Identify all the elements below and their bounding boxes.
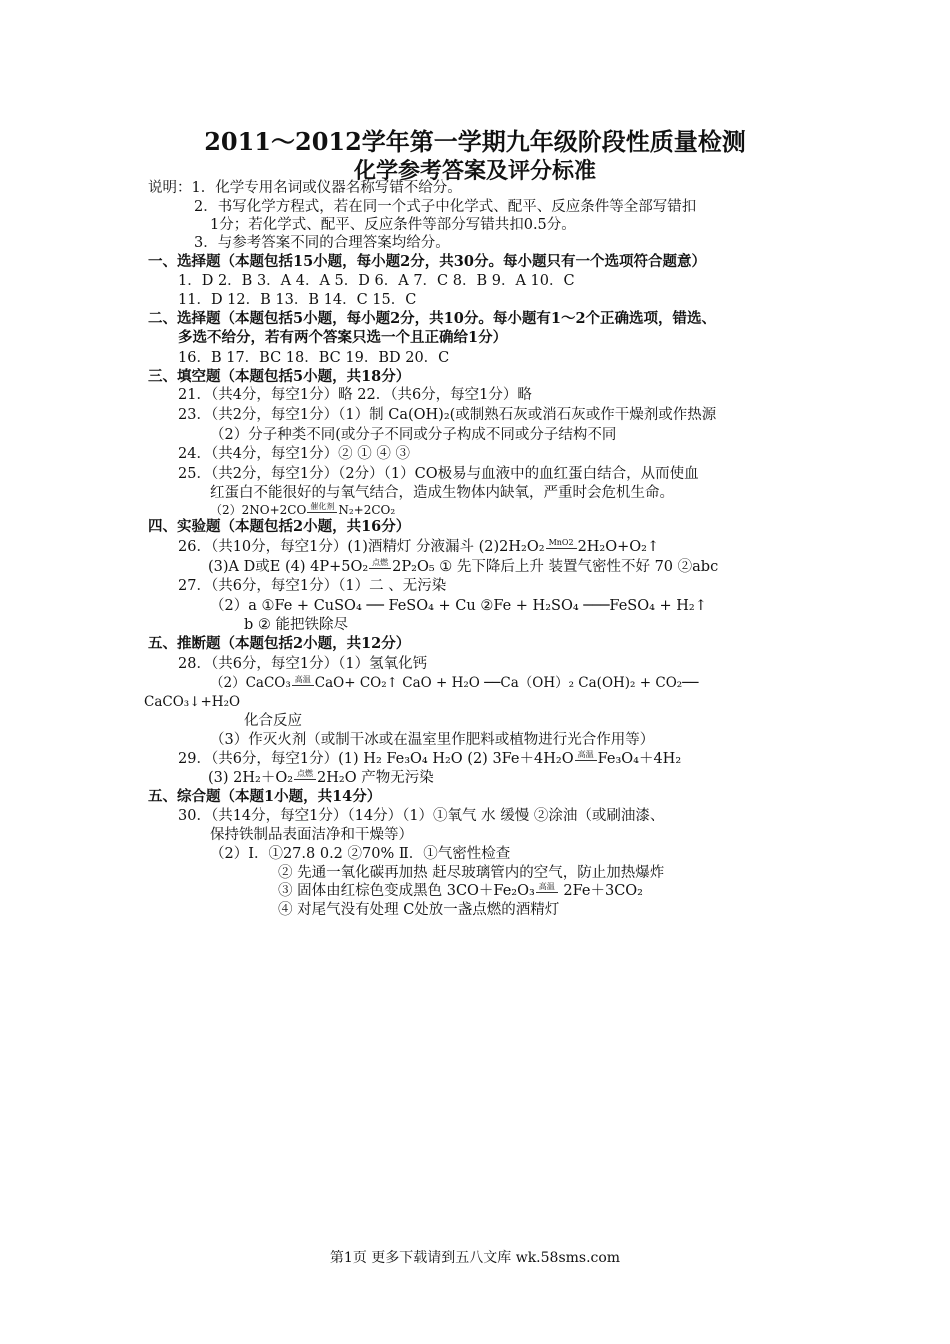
section-2-answers: 16．B 17．BC 18．BC 19．BD 20．C xyxy=(178,350,450,366)
equation-left: (3) 2H₂＋O₂ xyxy=(208,770,294,786)
q28-part2-cont: CaCO₃↓+H₂O xyxy=(144,694,241,710)
q24-line: 24．（共4分，每空1分）② ① ④ ③ xyxy=(178,446,410,462)
note-2a: 2．书写化学方程式，若在同一个式子中化学式、配平、反应条件等全部写错扣 xyxy=(194,199,697,215)
section-1-answers-row1: 1．D 2．B 3．A 4．A 5．D 6．A 7．C 8．B 9．A 10．C xyxy=(178,273,575,289)
page-footer: 第1页 更多下载请到五八文库 wk.58sms.com xyxy=(329,1250,621,1266)
q30-part2-item3 xyxy=(278,881,643,901)
section-5-heading: 五、推断题（本题包括2小题，共12分） xyxy=(148,635,411,652)
q30-line: 30．（共14分，每空1分）（14分）（1）①氧气 水 缓慢 ②涂油（或刷油漆、 xyxy=(178,808,665,824)
equation-right: 2Fe＋3CO₂ xyxy=(558,883,644,899)
q27-line: 27．（共6分，每空1分）（1）二 、无污染 xyxy=(178,578,447,594)
section-3-heading: 三、填空题（本题包括5小题，共18分） xyxy=(148,368,411,385)
equation-right: N₂+2CO₂ xyxy=(338,503,396,517)
q28-part2-line xyxy=(210,673,698,693)
section-2-heading-a: 二、选择题（本题包括5小题，每小题2分，共10分。每小题有1～2个正确选项，错选、 xyxy=(148,310,717,327)
q25-line: 25．（共2分，每空1分）（2分）（1）CO极易与血液中的血红蛋白结合，从而使血 xyxy=(178,466,699,482)
section-4-heading: 四、实验题（本题包括2小题，共16分） xyxy=(148,518,411,535)
equation-left: 26．（共10分，每空1分）(1)酒精灯 分液漏斗 (2)2H₂O₂ xyxy=(178,539,545,555)
note-3: 3．与参考答案不同的合理答案均给分。 xyxy=(194,235,450,251)
note-1: 说明：1．化学专用名词或仪器名称写错不给分。 xyxy=(148,180,462,196)
q30-part2-item2: ② 先通一氧化碳再加热 赶尽玻璃管内的空气，防止加热爆炸 xyxy=(278,865,665,881)
equation-right: 2H₂O 产物无污染 xyxy=(317,770,434,786)
q23-line: 23．（共2分，每空1分）（1）制 Ca(OH)₂(或制熟石灰或消石灰或作干燥剂或作热源 xyxy=(178,407,717,423)
reaction-condition: 催化剂 xyxy=(307,503,337,519)
note-2b: 1分；若化学式、配平、反应条件等部分写错共扣0.5分。 xyxy=(210,217,576,233)
q27-part2b-line: b ② 能把铁除尽 xyxy=(244,617,348,633)
reaction-condition: 高温 xyxy=(575,751,597,767)
equation-right: CaO+ CO₂↑ CaO + H₂O ──Ca（OH）₂ Ca(OH)₂ + CO₂── xyxy=(314,675,699,691)
doc-title: 2011～2012学年第一学期九年级阶段性质量检测 xyxy=(204,127,746,156)
equation-left: （2）2NO+2CO xyxy=(210,503,307,517)
equation-left: 29．（共6分，每空1分）(1) H₂ Fe₃O₄ H₂O (2) 3Fe＋4H₂O xyxy=(178,751,574,767)
q21-22-line: 21．（共4分，每空1分）略 22．（共6分，每空1分）略 xyxy=(178,387,532,403)
reaction-condition: 点燃 xyxy=(369,559,391,575)
reaction-condition: 高温 xyxy=(536,883,558,899)
reaction-condition: 点燃 xyxy=(294,770,316,786)
q26-line xyxy=(178,537,659,557)
section-6-heading: 五、综合题（本题1小题，共14分） xyxy=(148,788,382,805)
reaction-condition: MnO2 xyxy=(546,539,577,555)
q26-part3-line xyxy=(208,557,718,577)
equation-right: Fe₃O₄＋4H₂ xyxy=(597,751,682,767)
equation-left: ③ 固体由红棕色变成黑色 3CO＋Fe₂O₃ xyxy=(278,883,535,899)
q29-line xyxy=(178,749,681,769)
q30-part2-item4: ④ 对尾气没有处理 C处放一盏点燃的酒精灯 xyxy=(278,902,560,918)
doc-subtitle: 化学参考答案及评分标准 xyxy=(353,158,596,184)
equation-left: （2）CaCO₃ xyxy=(210,675,291,691)
q27-part2-line: （2）a ①Fe + CuSO₄ ── FeSO₄ + Cu ②Fe + H₂SO₄ ───FeSO₄ + H₂↑ xyxy=(210,598,707,614)
q29-part3-line xyxy=(208,768,434,788)
section-2-heading-b: 多选不给分，若有两个答案只选一个且正确给1分） xyxy=(178,329,508,346)
q28-part3-line: （3）作灭火剂（或制干冰或在温室里作肥料或植物进行光合作用等） xyxy=(210,732,655,748)
equation-left: (3)A D或E (4) 4P+5O₂ xyxy=(208,559,369,575)
q23-part2-line: （2）分子种类不同(或分子不同或分子构成不同或分子结构不同 xyxy=(210,427,617,443)
section-1-answers-row2: 11．D 12．B 13．B 14．C 15．C xyxy=(178,292,417,308)
q28-reaction-type: 化合反应 xyxy=(244,713,302,729)
reaction-condition: 高温 xyxy=(292,676,314,692)
q30-part2-line: （2）Ⅰ．①27.8 0.2 ②70% Ⅱ．①气密性检查 xyxy=(210,846,511,862)
q28-line: 28．（共6分，每空1分）（1）氢氧化钙 xyxy=(178,656,428,672)
q25-cont-line: 红蛋白不能很好的与氧气结合，造成生物体内缺氧，严重时会危机生命。 xyxy=(210,485,674,501)
equation-right: 2H₂O+O₂↑ xyxy=(577,539,660,555)
section-1-heading: 一、选择题（本题包括15小题，每小题2分，共30分。每小题只有一个选项符合题意） xyxy=(148,253,706,270)
equation-right: 2P₂O₅ ① 先下降后上升 装置气密性不好 70 ②abc xyxy=(392,559,719,575)
q30-cont-line: 保持铁制品表面洁净和干燥等） xyxy=(210,827,413,843)
